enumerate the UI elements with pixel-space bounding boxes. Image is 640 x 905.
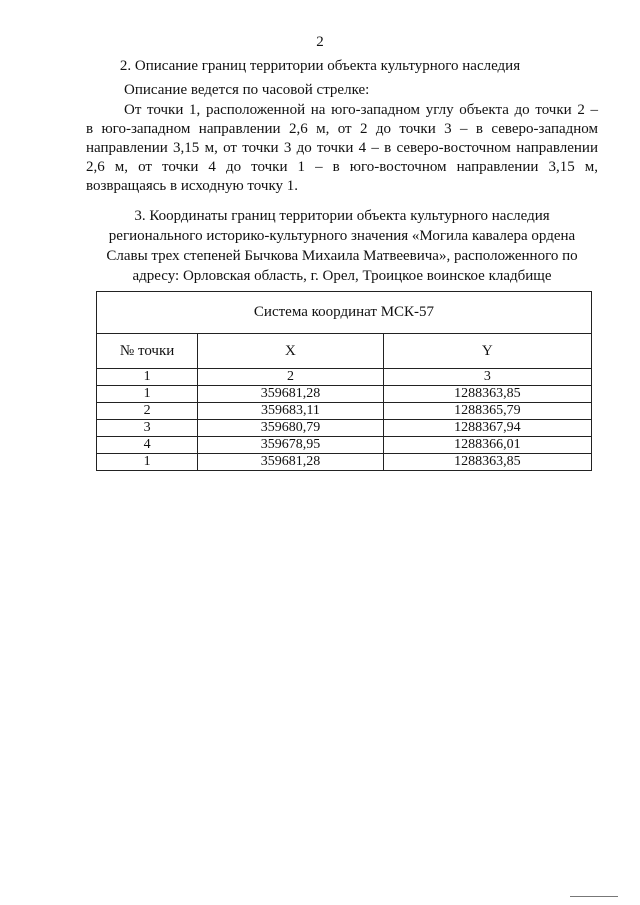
section-2-title: 2. Описание границ территории объекта культурного наследия <box>119 58 521 74</box>
table-header-row <box>97 334 592 369</box>
cell-x: 359680,79 <box>198 420 383 437</box>
section-3-title <box>86 206 598 286</box>
cell-x: 359678,95 <box>198 437 383 454</box>
scan-margin-mark <box>570 896 618 897</box>
table-row <box>97 437 592 454</box>
coordinates-table <box>96 291 592 471</box>
cell-y: 1288367,94 <box>383 420 591 437</box>
table-row <box>97 403 592 420</box>
description-line: От точки 1, расположенной на юго-западном углу объекта до точки 2 – <box>124 102 598 118</box>
cell-x: 359683,11 <box>198 403 383 420</box>
description-line: в юго-западном направлении 2,6 м, от 2 до точки 3 – в северо-западном <box>86 121 598 137</box>
section-3-title-line: регионального историко-культурного значения «Могила кавалера ордена <box>108 228 576 244</box>
header-x: X <box>198 334 383 369</box>
cell-point: 1 <box>97 454 198 471</box>
cell-x: 359681,28 <box>198 386 383 403</box>
cell-y: 1288365,79 <box>383 403 591 420</box>
description-intro: Описание ведется по часовой стрелке: <box>124 82 370 98</box>
column-number: 1 <box>97 369 198 386</box>
cell-y: 1288363,85 <box>383 454 591 471</box>
cell-point: 4 <box>97 437 198 454</box>
cell-y: 1288363,85 <box>383 386 591 403</box>
page-number: 2 <box>316 34 324 50</box>
coordinate-system-label: Система координат МСК-57 <box>97 292 592 334</box>
section-3-title-line: адресу: Орловская область, г. Орел, Троицкое воинское кладбище <box>132 268 552 284</box>
cell-point: 1 <box>97 386 198 403</box>
section-3-title-line: 3. Координаты границ территории объекта культурного наследия <box>134 208 550 224</box>
table-row <box>97 386 592 403</box>
description-line: 2,6 м, от точки 4 до точки 1 – в юго-восточном направлении 3,15 м, <box>86 159 598 175</box>
cell-point: 2 <box>97 403 198 420</box>
description-line: возвращаясь в исходную точку 1. <box>86 178 299 194</box>
header-y: Y <box>383 334 591 369</box>
boundary-description <box>86 101 598 196</box>
section-3-title-line: Славы трех степеней Бычкова Михаила Матвеевича», расположенного по <box>106 248 578 264</box>
coordinates-table-wrapper <box>96 291 592 471</box>
column-number: 2 <box>198 369 383 386</box>
table-row <box>97 420 592 437</box>
cell-point: 3 <box>97 420 198 437</box>
description-line: направлении 3,15 м, от точки 3 до точки 4 – в северо-восточном направлении <box>86 140 598 156</box>
column-numbering-row <box>97 369 592 386</box>
coordinate-system-row <box>97 292 592 334</box>
table-row <box>97 454 592 471</box>
cell-y: 1288366,01 <box>383 437 591 454</box>
header-point: № точки <box>97 334 198 369</box>
column-number: 3 <box>383 369 591 386</box>
cell-x: 359681,28 <box>198 454 383 471</box>
